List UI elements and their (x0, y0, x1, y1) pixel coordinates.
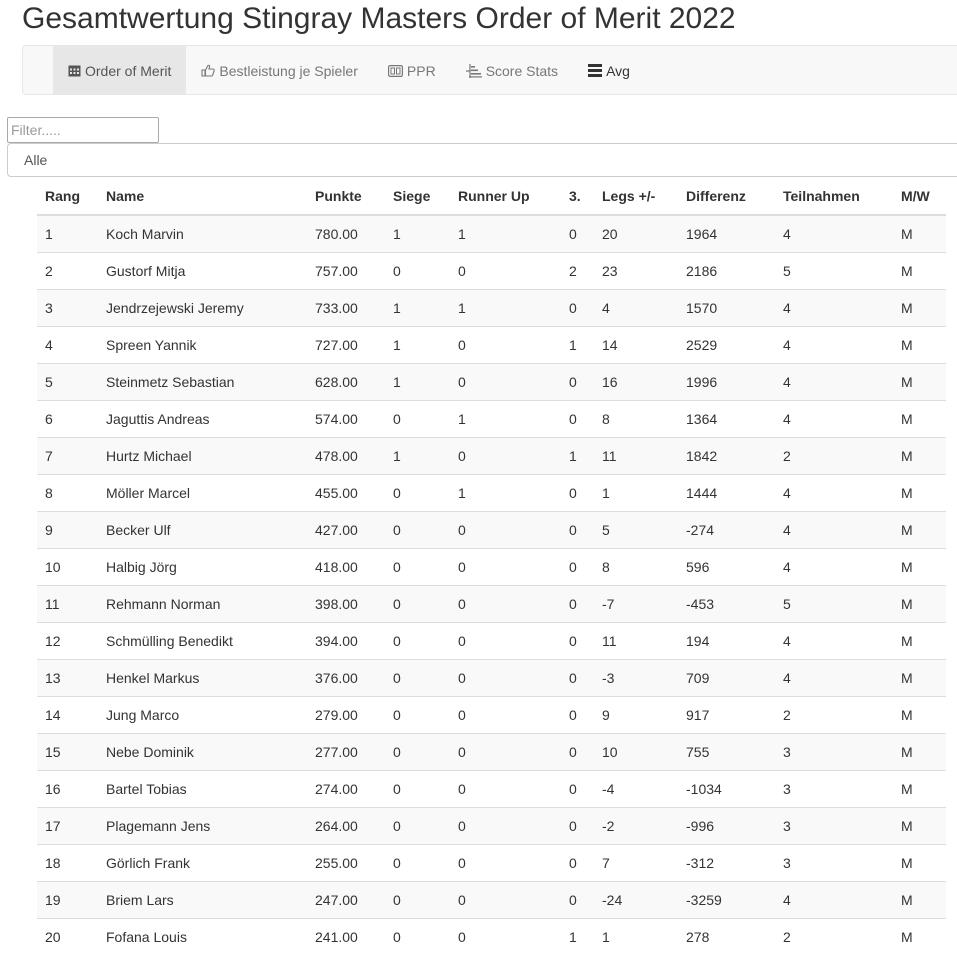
table-cell: 264.00 (307, 808, 385, 845)
table-cell: Görlich Frank (98, 845, 307, 882)
table-cell: 3 (775, 808, 893, 845)
table-cell: 3 (775, 734, 893, 771)
column-header[interactable]: Name (98, 177, 307, 215)
table-cell: 0 (385, 512, 450, 549)
table-header-row (37, 177, 946, 215)
table-cell: 278 (678, 919, 775, 955)
column-header[interactable]: M/W (893, 177, 946, 215)
table-cell: Briem Lars (98, 882, 307, 919)
table-cell: 5 (775, 586, 893, 623)
table-cell: 0 (385, 845, 450, 882)
table-cell: 4 (775, 660, 893, 697)
table-row (37, 475, 946, 512)
table-cell: M (893, 808, 946, 845)
table-cell: -24 (594, 882, 678, 919)
table-cell: 279.00 (307, 697, 385, 734)
table-row (37, 512, 946, 549)
nav-item-label: Order of Merit (85, 63, 171, 79)
calendar-icon (68, 64, 81, 77)
table-cell: Jendrzejewski Jeremy (98, 290, 307, 327)
table-cell: 0 (561, 771, 594, 808)
table-cell: 0 (450, 660, 561, 697)
nav-tabs (53, 46, 645, 96)
table-cell: 4 (775, 475, 893, 512)
table-cell: 394.00 (307, 623, 385, 660)
table-cell: -2 (594, 808, 678, 845)
table-cell: 0 (385, 623, 450, 660)
table-cell: 574.00 (307, 401, 385, 438)
table-row (37, 623, 946, 660)
table-cell: 4 (775, 512, 893, 549)
table-cell: 4 (37, 327, 98, 364)
table-cell: 709 (678, 660, 775, 697)
bar-chart-icon (466, 64, 482, 78)
table-cell: Schmülling Benedikt (98, 623, 307, 660)
table-cell: 0 (450, 882, 561, 919)
table-row (37, 697, 946, 734)
table-cell: 0 (561, 512, 594, 549)
table-cell: 277.00 (307, 734, 385, 771)
table-row (37, 401, 946, 438)
category-select[interactable] (7, 143, 957, 177)
table-row (37, 734, 946, 771)
table-cell: Spreen Yannik (98, 327, 307, 364)
table-cell: -4 (594, 771, 678, 808)
table-cell: 0 (450, 549, 561, 586)
stacked-bars-icon (588, 64, 602, 77)
table-cell: Hurtz Michael (98, 438, 307, 475)
table-cell: 1 (594, 919, 678, 955)
table-cell: -996 (678, 808, 775, 845)
table-cell: 4 (775, 290, 893, 327)
table-cell: 0 (385, 475, 450, 512)
table-cell: 427.00 (307, 512, 385, 549)
table-cell: M (893, 586, 946, 623)
table-cell: 12 (37, 623, 98, 660)
table-row (37, 364, 946, 401)
table-cell: 14 (594, 327, 678, 364)
table-cell: 7 (594, 845, 678, 882)
table-cell: 4 (775, 327, 893, 364)
table-cell: 0 (385, 401, 450, 438)
table-cell: 0 (385, 660, 450, 697)
table-row (37, 253, 946, 290)
table-cell: Henkel Markus (98, 660, 307, 697)
table-cell: 0 (561, 549, 594, 586)
table-cell: 1 (385, 215, 450, 253)
table-cell: 0 (385, 549, 450, 586)
table-cell: M (893, 253, 946, 290)
table-cell: 0 (385, 919, 450, 955)
table-cell: 1570 (678, 290, 775, 327)
table-cell: 241.00 (307, 919, 385, 955)
table-cell: 0 (561, 623, 594, 660)
column-header[interactable]: Legs +/- (594, 177, 678, 215)
table-cell: 780.00 (307, 215, 385, 253)
nav-item-ppr[interactable] (373, 46, 451, 95)
table-cell: Plagemann Jens (98, 808, 307, 845)
table-cell: 9 (37, 512, 98, 549)
page-title: Gesamtwertung Stingray Masters Order of Merit 2022 (22, 0, 736, 38)
table-cell: 0 (385, 697, 450, 734)
table-cell: 4 (775, 215, 893, 253)
table-cell: 1 (385, 327, 450, 364)
table-cell: 17 (37, 808, 98, 845)
table-cell: 0 (385, 586, 450, 623)
table-cell: M (893, 623, 946, 660)
table-cell: 3 (37, 290, 98, 327)
table-cell: 0 (385, 734, 450, 771)
table-cell: 478.00 (307, 438, 385, 475)
table-cell: 0 (561, 290, 594, 327)
table-cell: 733.00 (307, 290, 385, 327)
table-cell: 0 (450, 845, 561, 882)
table-cell: Halbig Jörg (98, 549, 307, 586)
column-header[interactable]: Teilnahmen (775, 177, 893, 215)
table-cell: 1444 (678, 475, 775, 512)
table-cell: 1 (450, 215, 561, 253)
table-cell: M (893, 882, 946, 919)
table-cell: 1 (385, 290, 450, 327)
table-cell: Koch Marvin (98, 215, 307, 253)
table-cell: Jaguttis Andreas (98, 401, 307, 438)
table-cell: 0 (450, 512, 561, 549)
table-cell: 1 (561, 919, 594, 955)
table-cell: 18 (37, 845, 98, 882)
table-cell: 2186 (678, 253, 775, 290)
table-cell: 0 (450, 808, 561, 845)
table-cell: M (893, 438, 946, 475)
table-cell: 0 (561, 215, 594, 253)
table-cell: 4 (594, 290, 678, 327)
table-cell: 0 (450, 253, 561, 290)
table-body (37, 215, 946, 955)
table-cell: 376.00 (307, 660, 385, 697)
table-cell: 15 (37, 734, 98, 771)
table-cell: 4 (775, 549, 893, 586)
table-cell: 10 (37, 549, 98, 586)
table-cell: 5 (594, 512, 678, 549)
table-cell: 20 (37, 919, 98, 955)
navbar (22, 45, 957, 95)
table-cell: -453 (678, 586, 775, 623)
table-cell: 0 (561, 586, 594, 623)
table-cell: M (893, 697, 946, 734)
filter-input[interactable] (7, 117, 159, 143)
table-cell: 1364 (678, 401, 775, 438)
table-row (37, 586, 946, 623)
table-cell: M (893, 215, 946, 253)
table-cell: M (893, 919, 946, 955)
table-cell: 6 (37, 401, 98, 438)
nav-item-order-of-merit[interactable] (53, 46, 186, 95)
column-header[interactable]: Punkte (307, 177, 385, 215)
table-cell: 1 (450, 290, 561, 327)
table-cell: 3 (775, 845, 893, 882)
table-cell: 4 (775, 623, 893, 660)
table-cell: M (893, 364, 946, 401)
table-cell: M (893, 327, 946, 364)
table-cell: 0 (385, 808, 450, 845)
table-cell: -7 (594, 586, 678, 623)
table-cell: M (893, 401, 946, 438)
table-cell: -312 (678, 845, 775, 882)
table-cell: 1 (561, 438, 594, 475)
table-cell: 16 (37, 771, 98, 808)
table-cell: 0 (450, 919, 561, 955)
table-cell: 0 (561, 734, 594, 771)
table-cell: Nebe Dominik (98, 734, 307, 771)
table-cell: Becker Ulf (98, 512, 307, 549)
table-cell: 1964 (678, 215, 775, 253)
table-cell: 4 (775, 882, 893, 919)
table-cell: 727.00 (307, 327, 385, 364)
table-cell: 3 (775, 771, 893, 808)
table-cell: 4 (775, 401, 893, 438)
table-cell: -3 (594, 660, 678, 697)
table-cell: 274.00 (307, 771, 385, 808)
table-cell: M (893, 512, 946, 549)
table-row (37, 290, 946, 327)
table-cell: 0 (561, 882, 594, 919)
nav-item-label: Score Stats (486, 63, 558, 79)
table-cell: 11 (37, 586, 98, 623)
table-cell: 11 (594, 623, 678, 660)
ranking-table (37, 177, 946, 955)
table-cell: 0 (561, 697, 594, 734)
table-row (37, 549, 946, 586)
table-cell: M (893, 290, 946, 327)
table-cell: 755 (678, 734, 775, 771)
table-cell: 0 (561, 845, 594, 882)
table-row (37, 215, 946, 253)
table-cell: 19 (37, 882, 98, 919)
table-cell: Steinmetz Sebastian (98, 364, 307, 401)
table-cell: 16 (594, 364, 678, 401)
table-cell: 0 (561, 660, 594, 697)
table-cell: 2 (775, 438, 893, 475)
table-cell: M (893, 660, 946, 697)
table-cell: 8 (37, 475, 98, 512)
table-cell: Gustorf Mitja (98, 253, 307, 290)
table-cell: 0 (450, 734, 561, 771)
column-header[interactable]: Siege (385, 177, 450, 215)
table-cell: 0 (561, 401, 594, 438)
table-cell: -274 (678, 512, 775, 549)
table-cell: 20 (594, 215, 678, 253)
table-cell: Jung Marco (98, 697, 307, 734)
column-header[interactable]: 3. (561, 177, 594, 215)
column-header[interactable]: Differenz (678, 177, 775, 215)
table-cell: 1996 (678, 364, 775, 401)
table-cell: 398.00 (307, 586, 385, 623)
table-cell: 0 (450, 697, 561, 734)
nav-item-label: Avg (606, 63, 630, 79)
table-cell: 0 (450, 364, 561, 401)
table-cell: 757.00 (307, 253, 385, 290)
column-header[interactable]: Rang (37, 177, 98, 215)
table-cell: 455.00 (307, 475, 385, 512)
table-cell: 23 (594, 253, 678, 290)
nav-item-label: Bestleistung je Spieler (219, 63, 358, 79)
table-cell: M (893, 734, 946, 771)
table-cell: Rehmann Norman (98, 586, 307, 623)
table-cell: 0 (385, 253, 450, 290)
table-row (37, 660, 946, 697)
table-row (37, 438, 946, 475)
table-cell: M (893, 845, 946, 882)
table-cell: 2529 (678, 327, 775, 364)
table-row (37, 808, 946, 845)
nav-item-avg[interactable] (573, 46, 645, 95)
table-cell: 1 (561, 327, 594, 364)
table-cell: Möller Marcel (98, 475, 307, 512)
table-cell: 1 (450, 475, 561, 512)
table-row (37, 771, 946, 808)
table-cell: 1 (385, 438, 450, 475)
table-cell: 255.00 (307, 845, 385, 882)
table-cell: 5 (37, 364, 98, 401)
table-cell: -3259 (678, 882, 775, 919)
column-header[interactable]: Runner Up (450, 177, 561, 215)
table-cell: 418.00 (307, 549, 385, 586)
table-cell: M (893, 475, 946, 512)
table-cell: 0 (385, 882, 450, 919)
nav-item-label: PPR (407, 63, 436, 79)
ranking-table-wrapper (37, 177, 946, 955)
table-cell: -1034 (678, 771, 775, 808)
table-cell: 917 (678, 697, 775, 734)
table-cell: M (893, 771, 946, 808)
table-cell: 0 (561, 364, 594, 401)
select-value: Alle (24, 152, 47, 168)
table-cell: 1 (37, 215, 98, 253)
nav-item-score-stats[interactable] (451, 46, 573, 95)
table-cell: Fofana Louis (98, 919, 307, 955)
table-cell: 0 (450, 586, 561, 623)
table-cell: 1 (385, 364, 450, 401)
table-cell: 0 (450, 438, 561, 475)
table-cell: 0 (561, 475, 594, 512)
table-cell: 10 (594, 734, 678, 771)
table-cell: 0 (561, 808, 594, 845)
table-cell: 8 (594, 549, 678, 586)
table-row (37, 327, 946, 364)
table-cell: 0 (450, 771, 561, 808)
table-cell: 1 (450, 401, 561, 438)
table-cell: 2 (561, 253, 594, 290)
table-cell: 5 (775, 253, 893, 290)
table-cell: 9 (594, 697, 678, 734)
table-cell: 0 (450, 623, 561, 660)
table-cell: 7 (37, 438, 98, 475)
table-cell: 0 (450, 327, 561, 364)
table-cell: 11 (594, 438, 678, 475)
table-cell: 247.00 (307, 882, 385, 919)
thumbs-up-icon (201, 64, 215, 77)
table-row (37, 882, 946, 919)
table-cell: 596 (678, 549, 775, 586)
scoreboard-icon (388, 65, 403, 77)
table-cell: Bartel Tobias (98, 771, 307, 808)
table-cell: 628.00 (307, 364, 385, 401)
table-cell: 2 (775, 697, 893, 734)
table-cell: 4 (775, 364, 893, 401)
table-cell: 0 (385, 771, 450, 808)
table-cell: 194 (678, 623, 775, 660)
table-row (37, 845, 946, 882)
table-row (37, 919, 946, 955)
table-cell: 1 (594, 475, 678, 512)
table-cell: 2 (775, 919, 893, 955)
table-cell: 14 (37, 697, 98, 734)
table-cell: 13 (37, 660, 98, 697)
table-cell: 8 (594, 401, 678, 438)
table-cell: M (893, 549, 946, 586)
nav-item-bestleistung[interactable] (186, 46, 373, 95)
table-cell: 2 (37, 253, 98, 290)
table-cell: 1842 (678, 438, 775, 475)
